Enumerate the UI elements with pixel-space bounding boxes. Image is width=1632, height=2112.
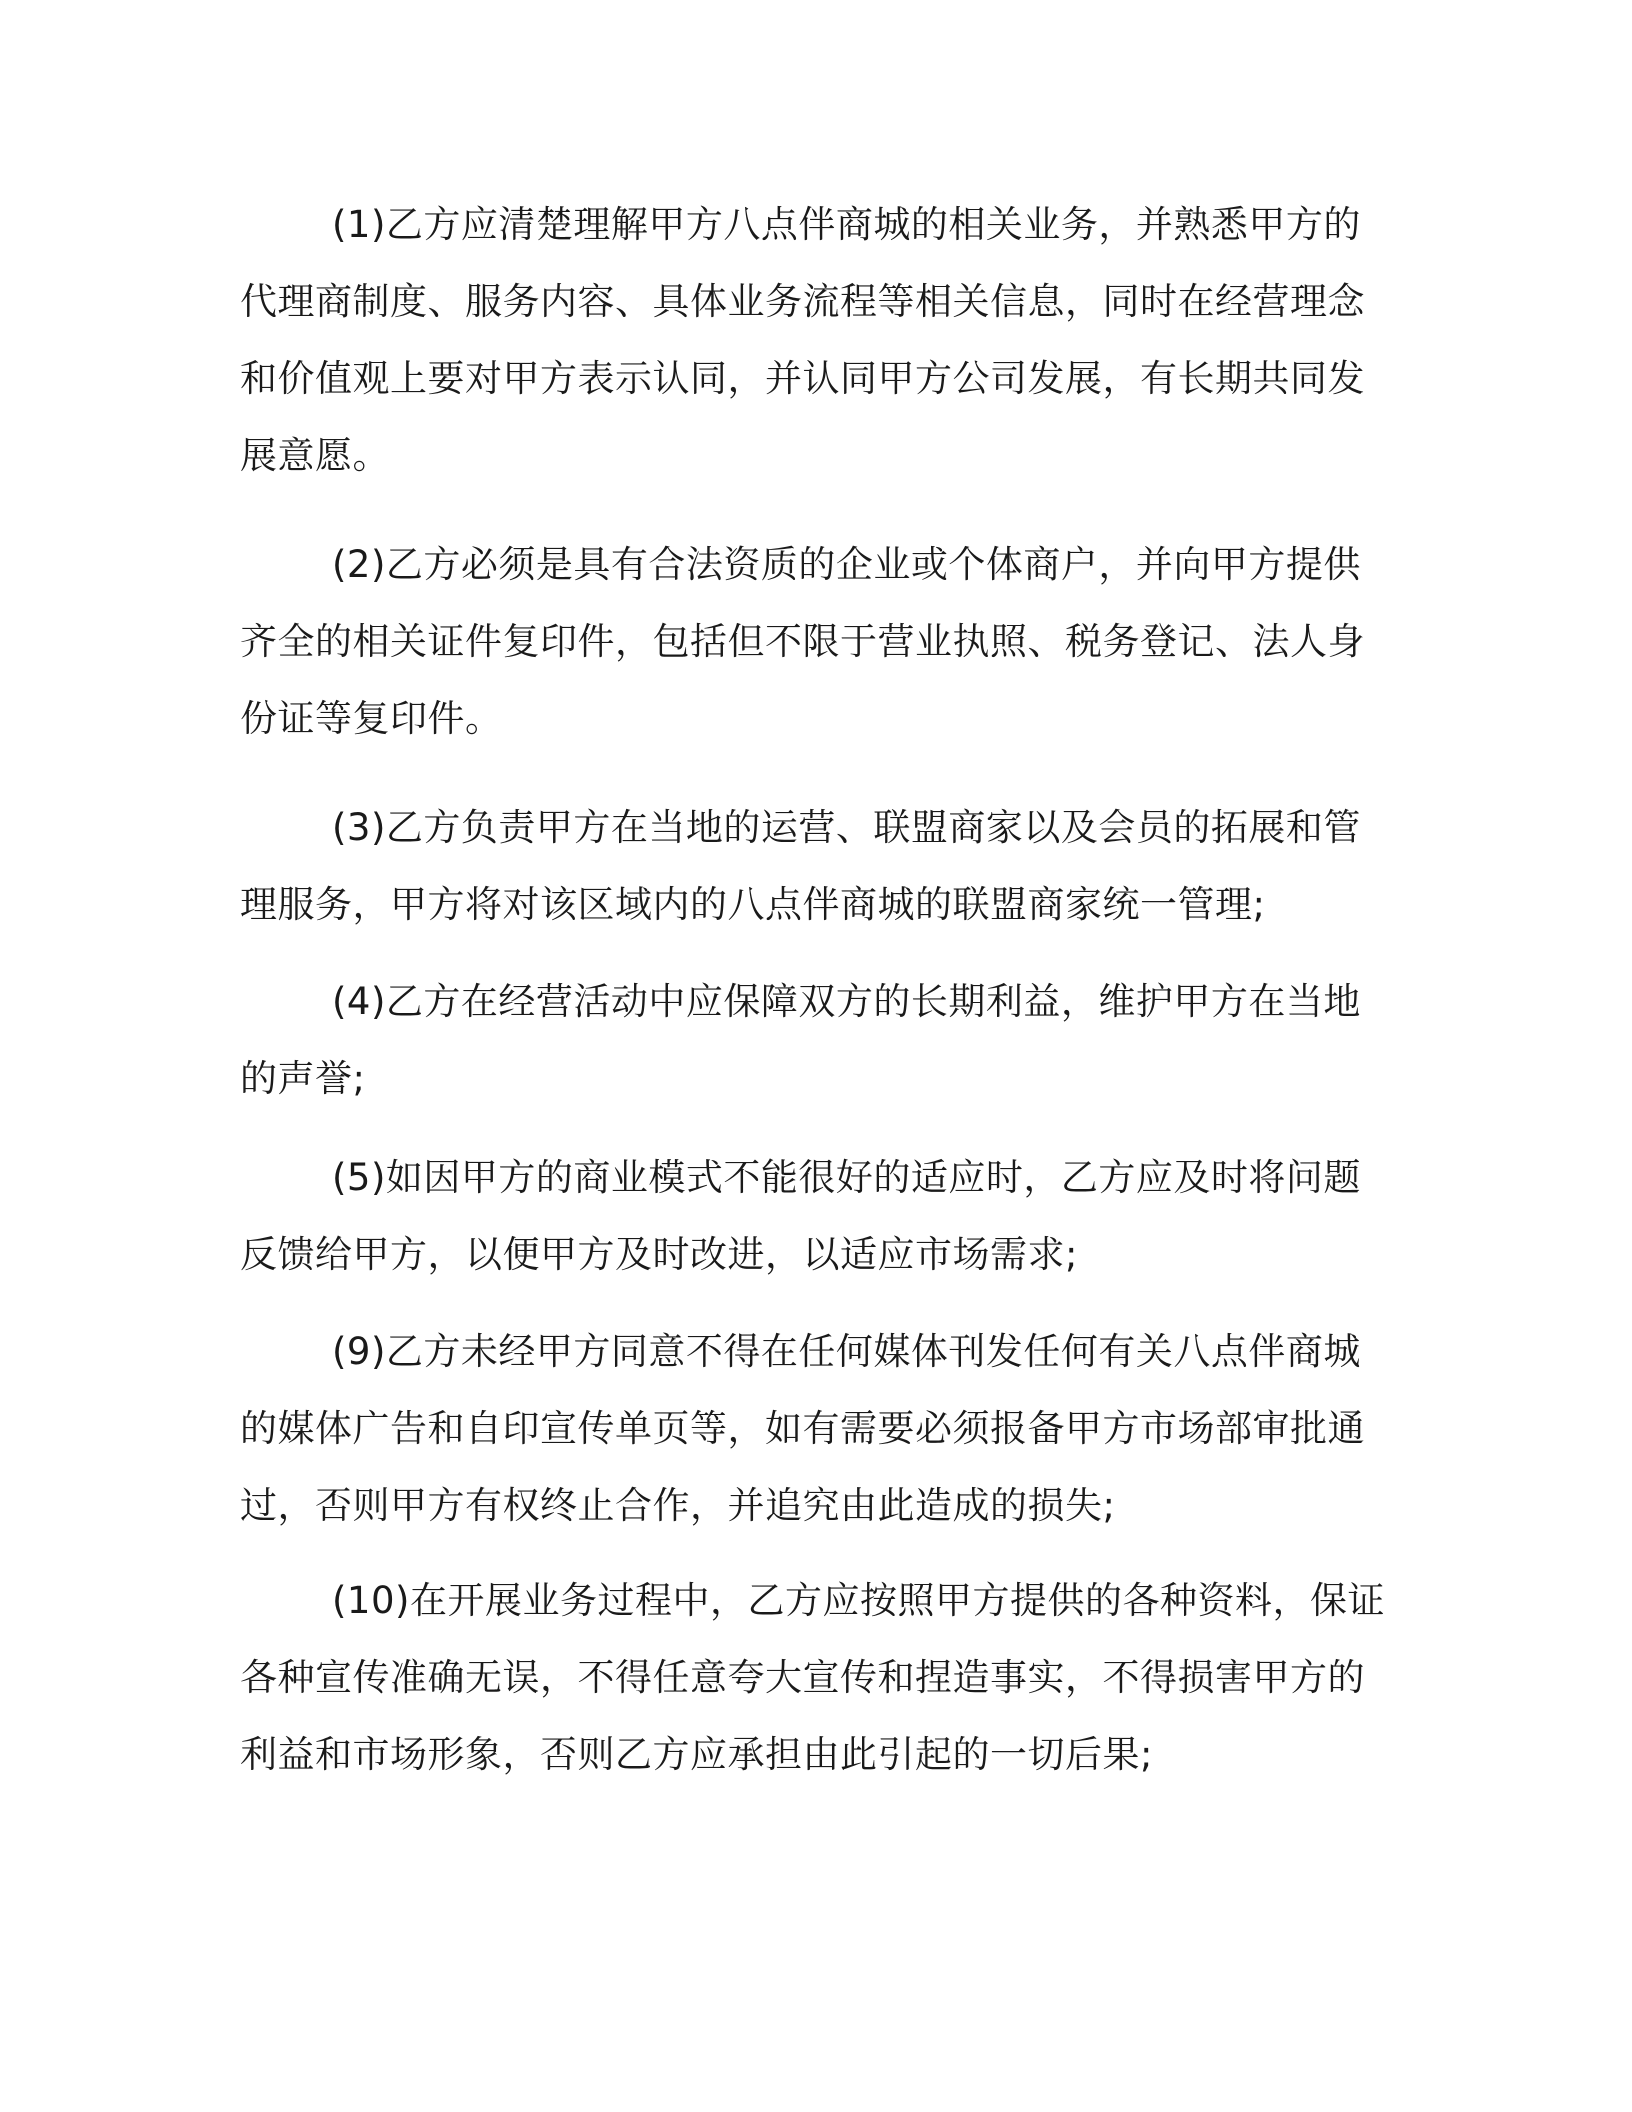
clause-4: (4)乙方在经营活动中应保障双方的长期利益，维护甲方在当地的声誉;: [240, 980, 1361, 1100]
clause-5: (5)如因甲方的商业模式不能很好的适应时，乙方应及时将问题反馈给甲方，以便甲方及时改进，以适应市场需求;: [240, 1156, 1361, 1276]
clause-2: (2)乙方必须是具有合法资质的企业或个体商户，并向甲方提供齐全的相关证件复印件，包括但不限于营业执照、税务登记、法人身份证等复印件。: [240, 543, 1365, 740]
document-body: [240, 186, 1388, 1841]
clause-10: (10)在开展业务过程中，乙方应按照甲方提供的各种资料，保证各种宣传准确无误，不得任意夸大宣传和捏造事实，不得损害甲方的利益和市场形象，否则乙方应承担由此引起的一切后果;: [240, 1579, 1385, 1776]
clause-1: (1)乙方应清楚理解甲方八点伴商城的相关业务，并熟悉甲方的代理商制度、服务内容、具体业务流程等相关信息，同时在经营理念和价值观上要对甲方表示认同，并认同甲方公司发展，有长期共同发展意愿。: [240, 203, 1365, 477]
clause-3: (3)乙方负责甲方在当地的运营、联盟商家以及会员的拓展和管理服务，甲方将对该区域内的八点伴商城的联盟商家统一管理;: [240, 806, 1361, 926]
clause-9: (9)乙方未经甲方同意不得在任何媒体刊发任何有关八点伴商城的媒体广告和自印宣传单页等，如有需要必须报备甲方市场部审批通过，否则甲方有权终止合作，并追究由此造成的损失;: [240, 1330, 1365, 1527]
